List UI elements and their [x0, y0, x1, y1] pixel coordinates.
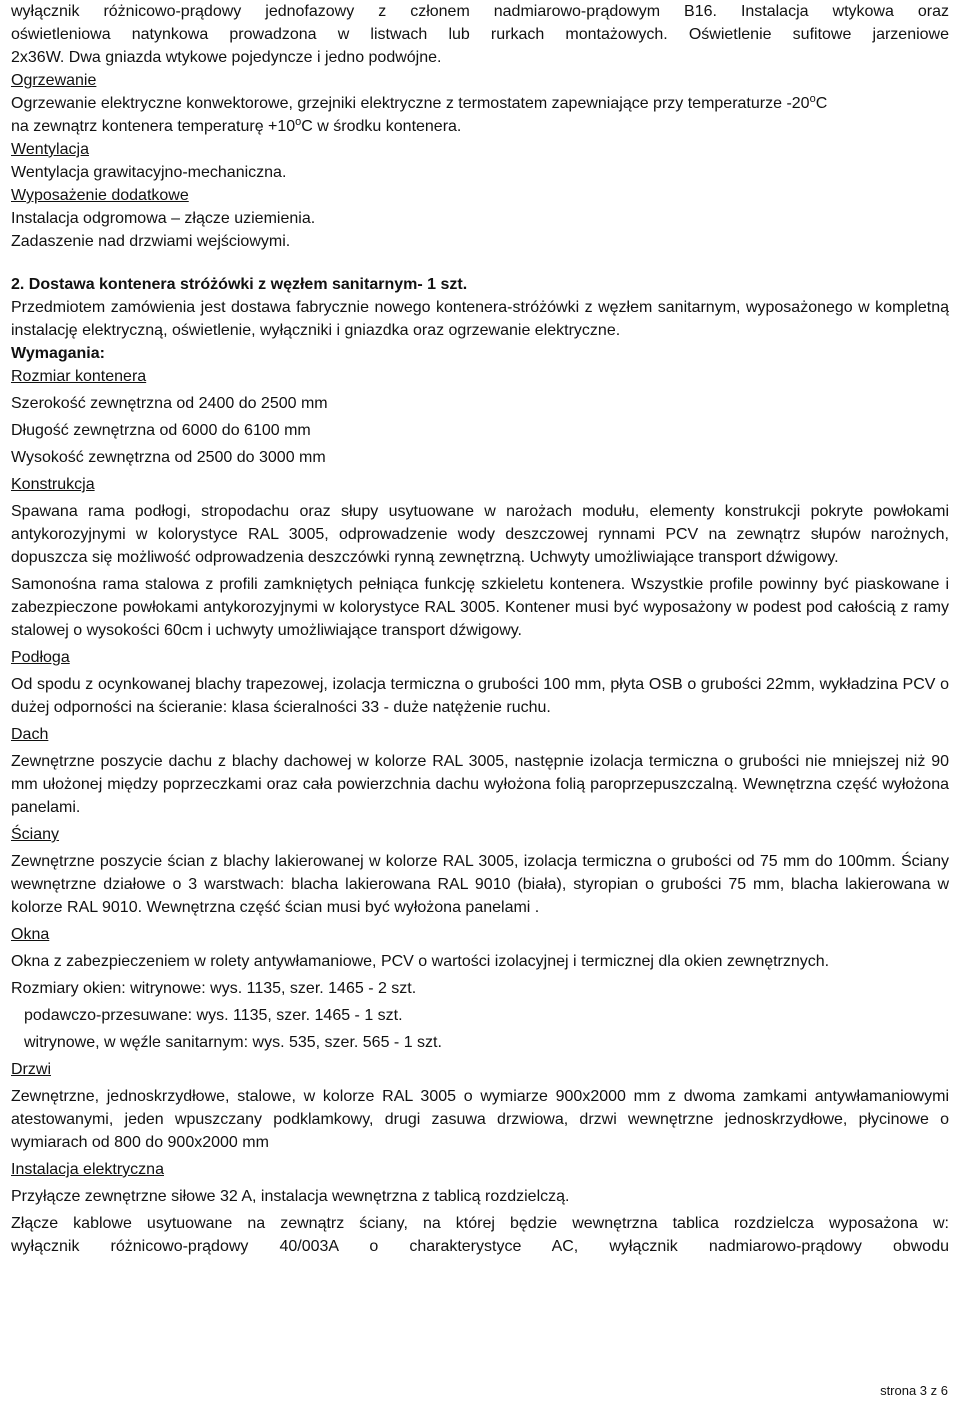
requirements-label: Wymagania: — [11, 345, 105, 362]
size-width: Szerokość zewnętrzna od 2400 do 2500 mm — [11, 395, 328, 412]
intro-line: oświetleniowa natynkowa prowadzona w listwach lub rurkach montażowych. Oświetlenie sufitowe jarzeniowe — [11, 26, 949, 43]
doors-heading: Drzwi — [11, 1061, 51, 1078]
size-length: Długość zewnętrzna od 6000 do 6100 mm — [11, 422, 311, 439]
extras-heading: Wyposażenie dodatkowe — [11, 187, 189, 204]
electric-text: wyłącznik różnicowo-prądowy 40/003A o charakterystyce AC, wyłącznik nadmiarowo-prądowy obwodu — [11, 1238, 949, 1255]
windows-sizes: podawczo-przesuwane: wys. 1135, szer. 1465 - 1 szt. — [24, 1007, 403, 1024]
electric-heading: Instalacja elektryczna — [11, 1161, 164, 1178]
roof-heading: Dach — [11, 726, 49, 743]
construction-paragraph: Spawana rama podłogi, stropodachu oraz słupy usytuowane w narożach modułu, elementy konstrukcji pokryte powłokami antykorozyjnymi w kolorystyce RAL 3005, odprowadzenie wody deszczowej rynnami PCV na zewnątrz słupów narożnych, dopuszcza się możliwość odprowadzenia deszczówki rynną zewnętrzną. Uchwyty umożliwiające transport dźwigowy. — [11, 503, 949, 566]
walls-text: Zewnętrzne poszycie ścian z blachy lakierowanej w kolorze RAL 3005, izolacja termiczna o grubości od 75 mm do 100mm. Ściany wewnętrzne działowe o 3 warstwach: blacha lakierowana RAL 9010 (biała), styropian o grubości 75 mm, blacha lakierowana w kolorze RAL 9010. Wewnętrzna część ścian musi być wyłożona panelami . — [11, 853, 949, 916]
electric-text: Przyłącze zewnętrzne siłowe 32 A, instalacja wewnętrzna z tablicą rozdzielczą. — [11, 1188, 570, 1205]
windows-sizes: Rozmiary okien: witrynowe: wys. 1135, szer. 1465 - 2 szt. — [11, 980, 417, 997]
heating-text: Ogrzewanie elektryczne konwektorowe, grzejniki elektryczne z termostatem zapewniające przy temperaturze -20$^o$C — [11, 93, 828, 112]
construction-paragraph: Samonośna rama stalowa z profili zamkniętych pełniąca funkcję szkieletu kontenera. Wszystkie profile powinny być piaskowane i zabezpieczone powłokami antykorozyjnymi w kolorystyce RAL 3005. Kontener musi być wyposażony w podest pod całością z ramy stalowej o wysokości 60cm i uchwyty umożliwiające transport dźwigowy. — [11, 576, 949, 639]
size-heading: Rozmiar kontenera — [11, 368, 147, 385]
intro-line: wyłącznik różnicowo-prądowy jednofazowy z członem nadmiarowo-prądowym B16. Instalacja wtykowa oraz — [11, 3, 949, 20]
windows-sizes: witrynowe, w węźle sanitarnym: wys. 535, szer. 565 - 1 szt. — [24, 1034, 442, 1051]
extras-line: Zadaszenie nad drzwiami wejściowymi. — [11, 233, 291, 250]
section-title: 2. Dostawa kontenera stróżówki z węzłem sanitarnym- 1 szt. — [11, 276, 468, 293]
roof-text: Zewnętrzne poszycie dachu z blachy dachowej w kolorze RAL 3005, następnie izolacja termiczna o grubości nie mniejszej niż 90 mm ułożonej między poprzeczkami oraz cała powierzchnia dachu wyłożona folią paroprzepuszczalną. Wewnętrzna część wyłożona panelami. — [11, 753, 949, 816]
section-intro: Przedmiotem zamówienia jest dostawa fabrycznie nowego kontenera-stróżówki z węzłem sanitarnym, wyposażonego w kompletną instalację elektryczną, oświetlenie, wyłączniki i gniazdka oraz ogrzewanie elektryczne. — [11, 299, 949, 339]
heating-text-cont: na zewnątrz kontenera temperaturę $+10^oC$ w środku kontenera. — [11, 116, 462, 135]
size-height: Wysokość zewnętrzna od 2500 do 3000 mm — [11, 449, 326, 466]
windows-heading: Okna — [11, 926, 50, 943]
ventilation-text: Wentylacja grawitacyjno-mechaniczna. — [11, 164, 287, 181]
floor-text: Od spodu z ocynkowanej blachy trapezowej, izolacja termiczna o grubości 100 mm, płyta OSB o grubości 22mm, wykładzina PCV o dużej odporności na ścieranie: klasa ścieralności 33 - duże natężenie ruchu. — [11, 676, 949, 716]
page-number: strona 3 z 6 — [880, 1383, 948, 1398]
heating-heading: Ogrzewanie — [11, 72, 97, 89]
electric-text: Złącze kablowe usytuowane na zewnątrz ściany, na której będzie wewnętrzna tablica rozdzielcza wyposażona w: — [11, 1215, 949, 1232]
ventilation-heading: Wentylacja — [11, 141, 89, 158]
doors-text: Zewnętrzne, jednoskrzydłowe, stalowe, w kolorze RAL 3005 o wymiarze 900x2000 mm z dwoma zamkami antywłamaniowymi atestowanymi, jeden wpuszczany podklamkowy, drugi zasuwa drzwiowa, drzwi wewnętrzne jednoskrzydłowe, płycinowe o wymiarach od 800 do 900x2000 mm — [11, 1088, 949, 1151]
windows-text: Okna z zabezpieczeniem w rolety antywłamaniowe, PCV o wartości izolacyjnej i termicznej dla okien zewnętrznych. — [11, 953, 830, 970]
intro-line: 2x36W. Dwa gniazda wtykowe pojedyncze i jedno podwójne. — [11, 49, 442, 66]
construction-heading: Konstrukcja — [11, 476, 95, 493]
walls-heading: Ściany — [11, 826, 60, 843]
floor-heading: Podłoga — [11, 649, 70, 666]
document-page — [11, 0, 949, 1258]
extras-line: Instalacja odgromowa – złącze uziemienia. — [11, 210, 316, 227]
